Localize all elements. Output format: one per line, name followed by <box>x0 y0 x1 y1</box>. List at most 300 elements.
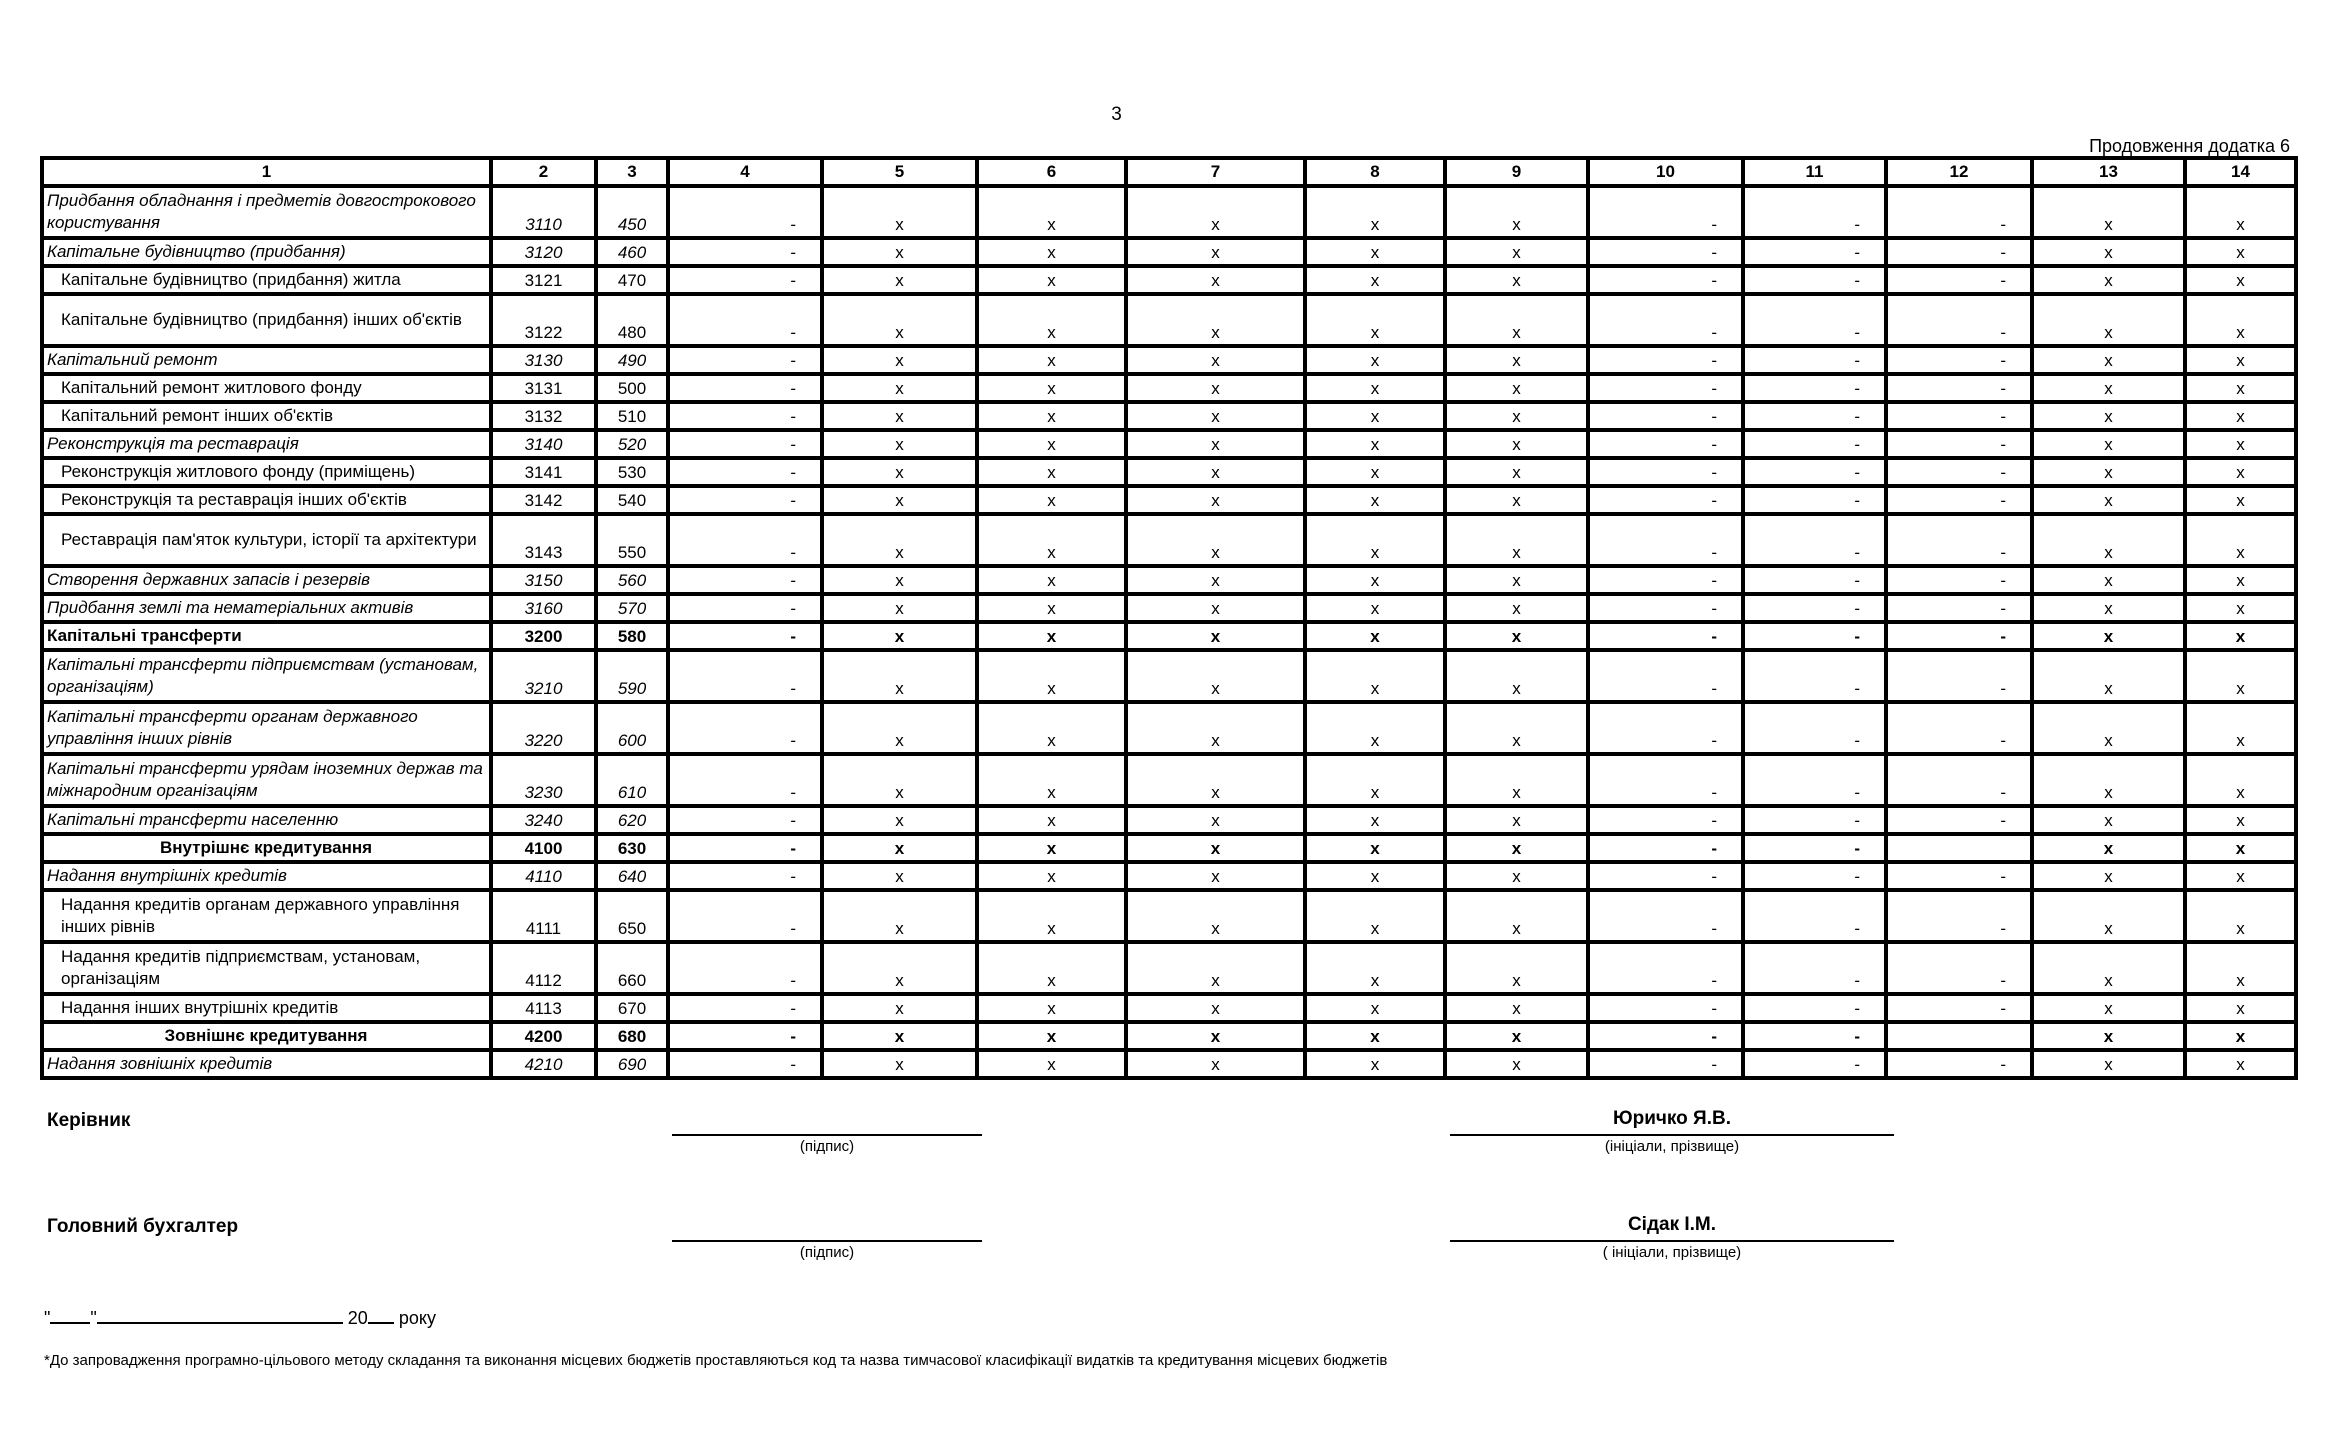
cell-col-6: x <box>979 376 1128 404</box>
cell-col-4: - <box>670 864 824 892</box>
row-code: 4110 <box>493 864 598 892</box>
cell-col-7: x <box>1128 836 1307 864</box>
row-name <box>44 516 493 568</box>
cell-col-10: - <box>1590 704 1745 756</box>
row-line-code: 540 <box>598 488 670 516</box>
row-line-code: 530 <box>598 460 670 488</box>
row-name-text: Капітальний ремонт інших об'єктів <box>61 406 334 425</box>
cell-col-5: x <box>824 432 979 460</box>
cell-col-13: x <box>2034 624 2187 652</box>
cell-col-9: x <box>1447 996 1590 1024</box>
cell-col-6: x <box>979 516 1128 568</box>
cell-col-10: - <box>1590 1024 1745 1052</box>
cell-col-9: x <box>1447 268 1590 296</box>
cell-col-5: x <box>824 488 979 516</box>
head-signature-caption: (підпис) <box>799 1138 855 1155</box>
cell-col-14: x <box>2187 460 2294 488</box>
cell-col-10: - <box>1590 944 1745 996</box>
cell-col-4: - <box>670 240 824 268</box>
cell-col-11: - <box>1745 596 1888 624</box>
table-row <box>44 864 2294 892</box>
cell-col-7: x <box>1128 652 1307 704</box>
cell-col-9: x <box>1447 516 1590 568</box>
cell-col-7: x <box>1128 756 1307 808</box>
row-name <box>44 624 493 652</box>
row-name <box>44 376 493 404</box>
year-blank <box>368 1306 394 1324</box>
cell-col-7: x <box>1128 892 1307 944</box>
cell-col-9: x <box>1447 348 1590 376</box>
cell-col-9: x <box>1447 944 1590 996</box>
cell-col-8: x <box>1307 704 1447 756</box>
column-header-10: 10 <box>1590 160 1745 188</box>
cell-col-6: x <box>979 996 1128 1024</box>
row-name <box>44 652 493 704</box>
row-line-code: 470 <box>598 268 670 296</box>
row-name <box>44 268 493 296</box>
cell-col-14: x <box>2236 1055 2245 1074</box>
cell-col-5: x <box>824 756 979 808</box>
table-row <box>44 404 2294 432</box>
cell-col-7: x <box>1128 1052 1307 1076</box>
cell-col-7: x <box>1128 488 1307 516</box>
footnote: *До запровадження програмно-цільового методу складання та виконання місцевих бюджетів проставляються код та назва тимчасової класифікації видатків та кредитування місцевих бюджетів <box>44 1352 1388 1369</box>
cell-col-12: - <box>1888 756 2034 808</box>
row-line-code: 650 <box>598 892 670 944</box>
cell-col-4: - <box>670 268 824 296</box>
cell-col-9: x <box>1447 1052 1590 1076</box>
cell-col-9: x <box>1447 704 1590 756</box>
table-row <box>44 188 2294 240</box>
cell-col-12 <box>1888 1024 2034 1052</box>
cell-col-8: x <box>1307 404 1447 432</box>
head-label: Керівник <box>47 1110 131 1131</box>
cell-col-8: x <box>1307 836 1447 864</box>
cell-col-9: x <box>1447 756 1590 808</box>
row-name <box>44 836 493 864</box>
row-name-text: Капітальні трансферти урядам іноземних держав та міжнародним організаціям <box>47 759 483 800</box>
column-header-14: 14 <box>2187 160 2294 188</box>
row-line-code: 480 <box>598 296 670 348</box>
cell-col-9: x <box>1447 836 1590 864</box>
row-line-code: 630 <box>598 836 670 864</box>
cell-col-11: - <box>1745 624 1888 652</box>
head-signature-line <box>672 1134 982 1136</box>
cell-col-4: - <box>670 296 824 348</box>
cell-col-10: - <box>1590 1052 1745 1076</box>
cell-col-5: x <box>824 296 979 348</box>
cell-col-11: - <box>1745 704 1888 756</box>
cell-col-4: - <box>670 944 824 996</box>
row-name <box>44 188 493 240</box>
column-header-12: 12 <box>1888 160 2034 188</box>
cell-col-4: - <box>670 808 824 836</box>
row-line-code: 550 <box>598 516 670 568</box>
cell-col-11: - <box>1745 808 1888 836</box>
row-name-text: Капітальне будівництво (придбання) житла <box>61 270 401 289</box>
column-header-3: 3 <box>598 160 670 188</box>
row-name-text: Зовнішнє кредитування <box>164 1026 368 1045</box>
cell-col-10: - <box>1590 836 1745 864</box>
cell-col-4: - <box>670 348 824 376</box>
cell-col-7: x <box>1128 516 1307 568</box>
row-name-text: Придбання обладнання і предметів довгострокового користування <box>47 191 476 232</box>
table-row <box>44 268 2294 296</box>
cell-col-10: - <box>1590 996 1745 1024</box>
cell-col-13: x <box>2034 652 2187 704</box>
cell-col-10: - <box>1590 188 1745 240</box>
cell-col-8: x <box>1307 624 1447 652</box>
cell-col-8: x <box>1307 892 1447 944</box>
cell-col-12: - <box>1888 376 2034 404</box>
cell-col-7: x <box>1128 568 1307 596</box>
cell-col-13: x <box>2034 596 2187 624</box>
column-header-5: 5 <box>824 160 979 188</box>
row-code: 3130 <box>493 348 598 376</box>
cell-col-7: x <box>1128 808 1307 836</box>
cell-col-8: x <box>1307 864 1447 892</box>
row-code: 4112 <box>493 944 598 996</box>
row-line-code: 490 <box>598 348 670 376</box>
cell-col-7: x <box>1128 624 1307 652</box>
cell-col-14: x <box>2187 376 2294 404</box>
cell-col-6: x <box>979 404 1128 432</box>
cell-col-5: x <box>824 404 979 432</box>
cell-col-13: x <box>2034 864 2187 892</box>
cell-col-7: x <box>1128 596 1307 624</box>
column-header-13: 13 <box>2034 160 2187 188</box>
row-code: 3140 <box>493 432 598 460</box>
cell-col-13: x <box>2034 432 2187 460</box>
row-name <box>44 944 493 996</box>
table-body <box>44 188 2294 1076</box>
cell-col-4: - <box>670 404 824 432</box>
cell-col-14: x <box>2187 404 2294 432</box>
head-name-line <box>1450 1134 1894 1136</box>
table-row <box>44 652 2294 704</box>
row-code: 3142 <box>493 488 598 516</box>
row-name-text: Капітальне будівництво (придбання) інших об'єктів <box>61 310 462 329</box>
cell-col-5: x <box>824 568 979 596</box>
row-name-text: Надання інших внутрішніх кредитів <box>61 998 339 1017</box>
row-line-code: 510 <box>598 404 670 432</box>
appendix-table <box>40 156 2298 1080</box>
table-row <box>44 704 2294 756</box>
cell-col-12: - <box>1888 892 2034 944</box>
cell-col-4: - <box>670 460 824 488</box>
cell-col-14: x <box>2187 268 2294 296</box>
table-row <box>44 756 2294 808</box>
cell-col-14: x <box>2187 652 2294 704</box>
cell-col-9: x <box>1447 404 1590 432</box>
cell-col-12 <box>1888 836 2034 864</box>
cell-col-4: - <box>670 188 824 240</box>
cell-col-5: x <box>824 596 979 624</box>
row-code: 3220 <box>493 704 598 756</box>
row-name-text: Капітальне будівництво (придбання) <box>47 242 346 261</box>
cell-col-6: x <box>979 432 1128 460</box>
cell-col-6: x <box>979 864 1128 892</box>
cell-col-9: x <box>1447 652 1590 704</box>
table-row <box>44 996 2294 1024</box>
row-code: 3131 <box>493 376 598 404</box>
cell-col-8: x <box>1307 348 1447 376</box>
cell-col-6: x <box>979 568 1128 596</box>
row-code: 4200 <box>493 1024 598 1052</box>
row-name <box>44 808 493 836</box>
cell-col-11: - <box>1745 996 1888 1024</box>
cell-col-6: x <box>979 596 1128 624</box>
cell-col-14: x <box>2187 596 2294 624</box>
row-line-code: 680 <box>598 1024 670 1052</box>
column-header-8: 8 <box>1307 160 1447 188</box>
cell-col-6: x <box>979 188 1128 240</box>
cell-col-11: - <box>1745 240 1888 268</box>
cell-col-11: - <box>1745 188 1888 240</box>
cell-col-11: - <box>1745 432 1888 460</box>
cell-col-9: x <box>1447 488 1590 516</box>
row-line-code: 580 <box>598 624 670 652</box>
cell-col-5: x <box>824 624 979 652</box>
cell-col-7: x <box>1128 704 1307 756</box>
cell-col-5: x <box>824 944 979 996</box>
row-line-code: 500 <box>598 376 670 404</box>
row-name-text: Реконструкція та реставрація <box>47 434 299 453</box>
cell-col-6: x <box>979 268 1128 296</box>
cell-col-14: x <box>2187 892 2294 944</box>
table-row <box>44 296 2294 348</box>
cell-col-10: - <box>1590 808 1745 836</box>
row-code: 3120 <box>493 240 598 268</box>
cell-col-5: x <box>824 460 979 488</box>
cell-col-4: - <box>670 704 824 756</box>
cell-col-14: x <box>2187 568 2294 596</box>
cell-col-12: - <box>1888 268 2034 296</box>
cell-col-8: x <box>1307 996 1447 1024</box>
cell-col-6: x <box>979 944 1128 996</box>
cell-col-6: x <box>979 652 1128 704</box>
row-code: 3122 <box>493 296 598 348</box>
cell-col-11: - <box>1745 1052 1888 1076</box>
row-name-text: Капітальні трансферти органам державного управління інших рівнів <box>47 707 418 748</box>
row-name <box>44 348 493 376</box>
cell-col-5: x <box>824 348 979 376</box>
cell-col-10: - <box>1590 460 1745 488</box>
cell-col-4: - <box>670 596 824 624</box>
cell-col-10: - <box>1590 892 1745 944</box>
cell-col-6: x <box>979 892 1128 944</box>
cell-col-14: x <box>2187 188 2294 240</box>
row-name <box>44 892 493 944</box>
table-row <box>44 892 2294 944</box>
cell-col-10: - <box>1590 348 1745 376</box>
cell-col-13: x <box>2034 704 2187 756</box>
cell-col-13: x <box>2034 1024 2187 1052</box>
cell-col-5: x <box>824 188 979 240</box>
cell-col-10: - <box>1590 488 1745 516</box>
row-code: 3240 <box>493 808 598 836</box>
cell-col-8: x <box>1307 432 1447 460</box>
cell-col-5: x <box>824 892 979 944</box>
cell-col-14: x <box>2187 944 2294 996</box>
cell-col-14: x <box>2187 864 2294 892</box>
cell-col-12: - <box>1888 996 2034 1024</box>
cell-col-6: x <box>979 836 1128 864</box>
row-line-code: 610 <box>598 756 670 808</box>
cell-col-13: x <box>2034 836 2187 864</box>
cell-col-14: x <box>2187 836 2294 864</box>
row-code: 3141 <box>493 460 598 488</box>
cell-col-8: x <box>1307 460 1447 488</box>
cell-col-5: x <box>824 996 979 1024</box>
row-code: 4210 <box>493 1052 598 1076</box>
cell-col-13: x <box>2034 296 2187 348</box>
row-code: 4100 <box>493 836 598 864</box>
cell-col-7: x <box>1128 376 1307 404</box>
cell-col-11: - <box>1745 488 1888 516</box>
cell-col-4: - <box>670 836 824 864</box>
cell-col-10: - <box>1590 296 1745 348</box>
cell-col-8: x <box>1307 568 1447 596</box>
cell-col-12: - <box>1888 1052 2034 1076</box>
cell-col-10: - <box>1590 432 1745 460</box>
row-name <box>44 1052 493 1076</box>
cell-col-14: x <box>2187 488 2294 516</box>
row-code: 3200 <box>493 624 598 652</box>
column-header-11: 11 <box>1745 160 1888 188</box>
cell-col-4: - <box>670 1024 824 1052</box>
cell-col-9: x <box>1447 1024 1590 1052</box>
cell-col-14: x <box>2187 996 2294 1024</box>
cell-col-6: x <box>979 348 1128 376</box>
cell-col-5: x <box>824 836 979 864</box>
cell-col-5: x <box>824 864 979 892</box>
date-line <box>44 1306 436 1329</box>
cell-col-10: - <box>1590 404 1745 432</box>
cell-col-6: x <box>979 624 1128 652</box>
row-line-code: 450 <box>598 188 670 240</box>
row-name-text: Створення державних запасів і резервів <box>47 570 371 589</box>
row-name <box>44 996 493 1024</box>
cell-col-9: x <box>1447 568 1590 596</box>
cell-col-13: x <box>2034 756 2187 808</box>
cell-col-13: x <box>2034 488 2187 516</box>
cell-col-7: x <box>1128 348 1307 376</box>
cell-col-9: x <box>1447 376 1590 404</box>
table-row <box>44 624 2294 652</box>
row-code: 4113 <box>493 996 598 1024</box>
row-line-code: 600 <box>598 704 670 756</box>
cell-col-13: x <box>2034 348 2187 376</box>
row-code: 3160 <box>493 596 598 624</box>
cell-col-7: x <box>1128 240 1307 268</box>
cell-col-10: - <box>1590 596 1745 624</box>
cell-col-7: x <box>1128 404 1307 432</box>
cell-col-5: x <box>824 240 979 268</box>
cell-col-5: x <box>824 376 979 404</box>
date-quote-close: " <box>90 1308 97 1328</box>
month-blank <box>97 1306 343 1324</box>
row-name <box>44 432 493 460</box>
cell-col-9: x <box>1447 188 1590 240</box>
accountant-signature-caption: (підпис) <box>799 1244 855 1261</box>
cell-col-7: x <box>1128 864 1307 892</box>
cell-col-12: - <box>1888 296 2034 348</box>
cell-col-6: x <box>979 1052 1128 1076</box>
cell-col-11: - <box>1745 864 1888 892</box>
cell-col-13: x <box>2034 1052 2187 1076</box>
cell-col-11: - <box>1745 836 1888 864</box>
row-name <box>44 704 493 756</box>
cell-col-12: - <box>1888 404 2034 432</box>
cell-col-12: - <box>1888 240 2034 268</box>
row-code: 3210 <box>493 652 598 704</box>
cell-col-10: - <box>1590 864 1745 892</box>
cell-col-5: x <box>824 704 979 756</box>
cell-col-13: x <box>2034 188 2187 240</box>
row-name-text: Надання зовнішніх кредитів <box>47 1054 273 1073</box>
row-line-code: 590 <box>598 652 670 704</box>
row-name <box>44 1024 493 1052</box>
row-name <box>44 240 493 268</box>
year-prefix: 20 <box>347 1308 368 1328</box>
row-name <box>44 460 493 488</box>
cell-col-4: - <box>670 516 824 568</box>
row-line-code: 520 <box>598 432 670 460</box>
row-name-text: Капітальний ремонт <box>47 350 218 369</box>
cell-col-7: x <box>1128 296 1307 348</box>
cell-col-11: - <box>1745 756 1888 808</box>
row-line-code: 620 <box>598 808 670 836</box>
cell-col-9: x <box>1447 240 1590 268</box>
cell-col-4: - <box>670 624 824 652</box>
cell-col-13: x <box>2034 268 2187 296</box>
cell-col-8: x <box>1307 516 1447 568</box>
page-number: 3 <box>1111 104 1122 125</box>
row-name-text: Внутрішнє кредитування <box>159 838 373 857</box>
table-row <box>44 432 2294 460</box>
table-row <box>44 1052 2294 1076</box>
row-name-text: Надання кредитів органам державного управління інших рівнів <box>61 895 460 936</box>
row-name <box>44 568 493 596</box>
cell-col-9: x <box>1447 624 1590 652</box>
row-line-code: 640 <box>598 864 670 892</box>
row-line-code: 460 <box>598 240 670 268</box>
cell-col-12: - <box>1888 808 2034 836</box>
table-row <box>44 240 2294 268</box>
row-name <box>44 756 493 808</box>
accountant-name: Сідак І.М. <box>1627 1214 1717 1235</box>
row-name <box>44 296 493 348</box>
cell-col-11: - <box>1745 568 1888 596</box>
cell-col-4: - <box>670 652 824 704</box>
row-name-text: Реконструкція та реставрація інших об'єктів <box>61 490 407 509</box>
row-code: 3150 <box>493 568 598 596</box>
cell-col-12: - <box>1888 568 2034 596</box>
cell-col-8: x <box>1307 1024 1447 1052</box>
cell-col-6: x <box>979 488 1128 516</box>
cell-col-11: - <box>1745 376 1888 404</box>
cell-col-13: x <box>2034 460 2187 488</box>
cell-col-8: x <box>1307 376 1447 404</box>
cell-col-12: - <box>1888 864 2034 892</box>
cell-col-8: x <box>1307 596 1447 624</box>
cell-col-13: x <box>2034 376 2187 404</box>
cell-col-7: x <box>1128 460 1307 488</box>
row-name-text: Капітальні трансферти населенню <box>47 810 339 829</box>
table-row <box>44 460 2294 488</box>
cell-col-6: x <box>979 704 1128 756</box>
